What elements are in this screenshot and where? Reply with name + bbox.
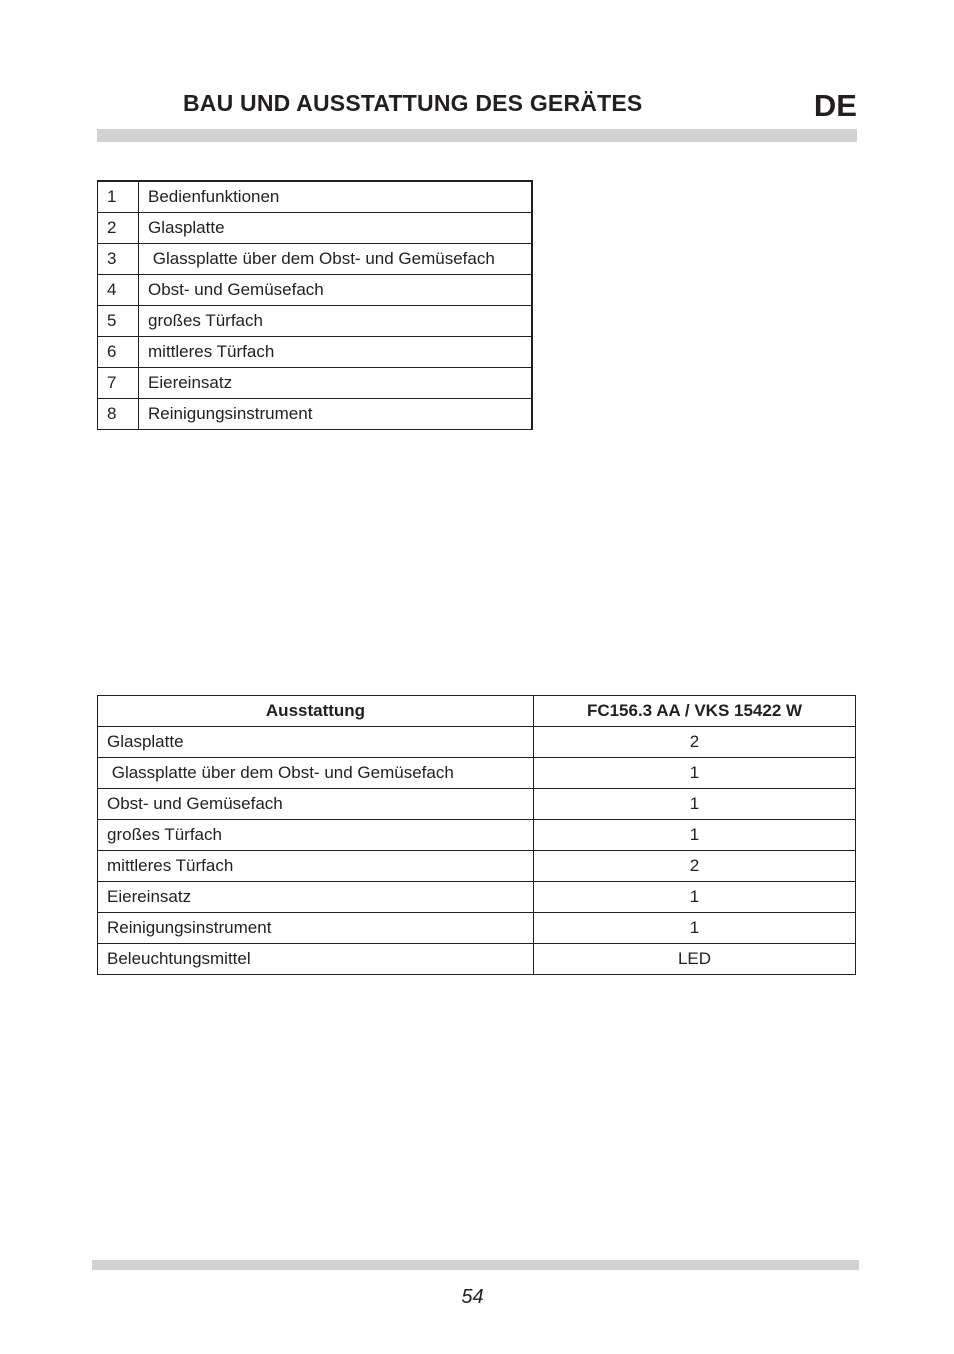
equipment-row <box>98 913 856 944</box>
parts-list-label: großes Türfach <box>139 306 533 337</box>
equipment-quantity: 1 <box>534 758 856 789</box>
parts-list-row <box>98 181 533 213</box>
parts-list-number: 1 <box>98 181 139 213</box>
equipment-quantity: 2 <box>534 851 856 882</box>
equipment-quantity: 1 <box>534 789 856 820</box>
footer-divider <box>92 1260 859 1270</box>
parts-list-label: Glassplatte über dem Obst- und Gemüsefach <box>139 244 533 275</box>
parts-list-number: 2 <box>98 213 139 244</box>
equipment-item: Glassplatte über dem Obst- und Gemüsefach <box>98 758 534 789</box>
parts-list-row <box>98 399 533 430</box>
equipment-row <box>98 758 856 789</box>
parts-list-label: Bedienfunktionen <box>139 181 533 213</box>
parts-list-number: 7 <box>98 368 139 399</box>
equipment-item: Glasplatte <box>98 727 534 758</box>
equipment-table <box>97 695 856 975</box>
parts-list-row <box>98 213 533 244</box>
parts-list-row <box>98 244 533 275</box>
parts-list-number: 3 <box>98 244 139 275</box>
language-badge: DE <box>813 88 857 123</box>
equipment-item: Obst- und Gemüsefach <box>98 789 534 820</box>
equipment-item: Reinigungsinstrument <box>98 913 534 944</box>
parts-list-row <box>98 275 533 306</box>
equipment-header-item: Ausstattung <box>98 696 534 727</box>
equipment-quantity: 1 <box>534 913 856 944</box>
parts-list-row <box>98 337 533 368</box>
parts-list-number: 4 <box>98 275 139 306</box>
parts-list-number: 8 <box>98 399 139 430</box>
parts-list-row <box>98 306 533 337</box>
header-divider <box>97 129 857 142</box>
parts-list-label: Eiereinsatz <box>139 368 533 399</box>
parts-list-number: 5 <box>98 306 139 337</box>
equipment-quantity: 2 <box>534 727 856 758</box>
page-number: 54 <box>461 1286 484 1308</box>
equipment-item: Beleuchtungsmittel <box>98 944 534 975</box>
parts-list-number: 6 <box>98 337 139 368</box>
equipment-row <box>98 789 856 820</box>
parts-list-label: Obst- und Gemüsefach <box>139 275 533 306</box>
parts-list-label: Reinigungsinstrument <box>139 399 533 430</box>
equipment-header-row <box>98 696 856 727</box>
parts-list-body <box>98 181 533 430</box>
equipment-item: mittleres Türfach <box>98 851 534 882</box>
equipment-quantity: LED <box>534 944 856 975</box>
equipment-row <box>98 820 856 851</box>
equipment-item: großes Türfach <box>98 820 534 851</box>
equipment-item: Eiereinsatz <box>98 882 534 913</box>
parts-list-label: Glasplatte <box>139 213 533 244</box>
parts-list-label: mittleres Türfach <box>139 337 533 368</box>
equipment-row <box>98 944 856 975</box>
equipment-quantity: 1 <box>534 882 856 913</box>
equipment-row <box>98 851 856 882</box>
equipment-header-model: FC156.3 AA / VKS 15422 W <box>534 696 856 727</box>
page-title: BAU UND AUSSTATTUNG DES GERÄTES <box>183 90 643 116</box>
equipment-table-body <box>98 727 856 975</box>
equipment-row <box>98 727 856 758</box>
equipment-row <box>98 882 856 913</box>
parts-list-table <box>97 180 533 430</box>
equipment-quantity: 1 <box>534 820 856 851</box>
parts-list-row <box>98 368 533 399</box>
